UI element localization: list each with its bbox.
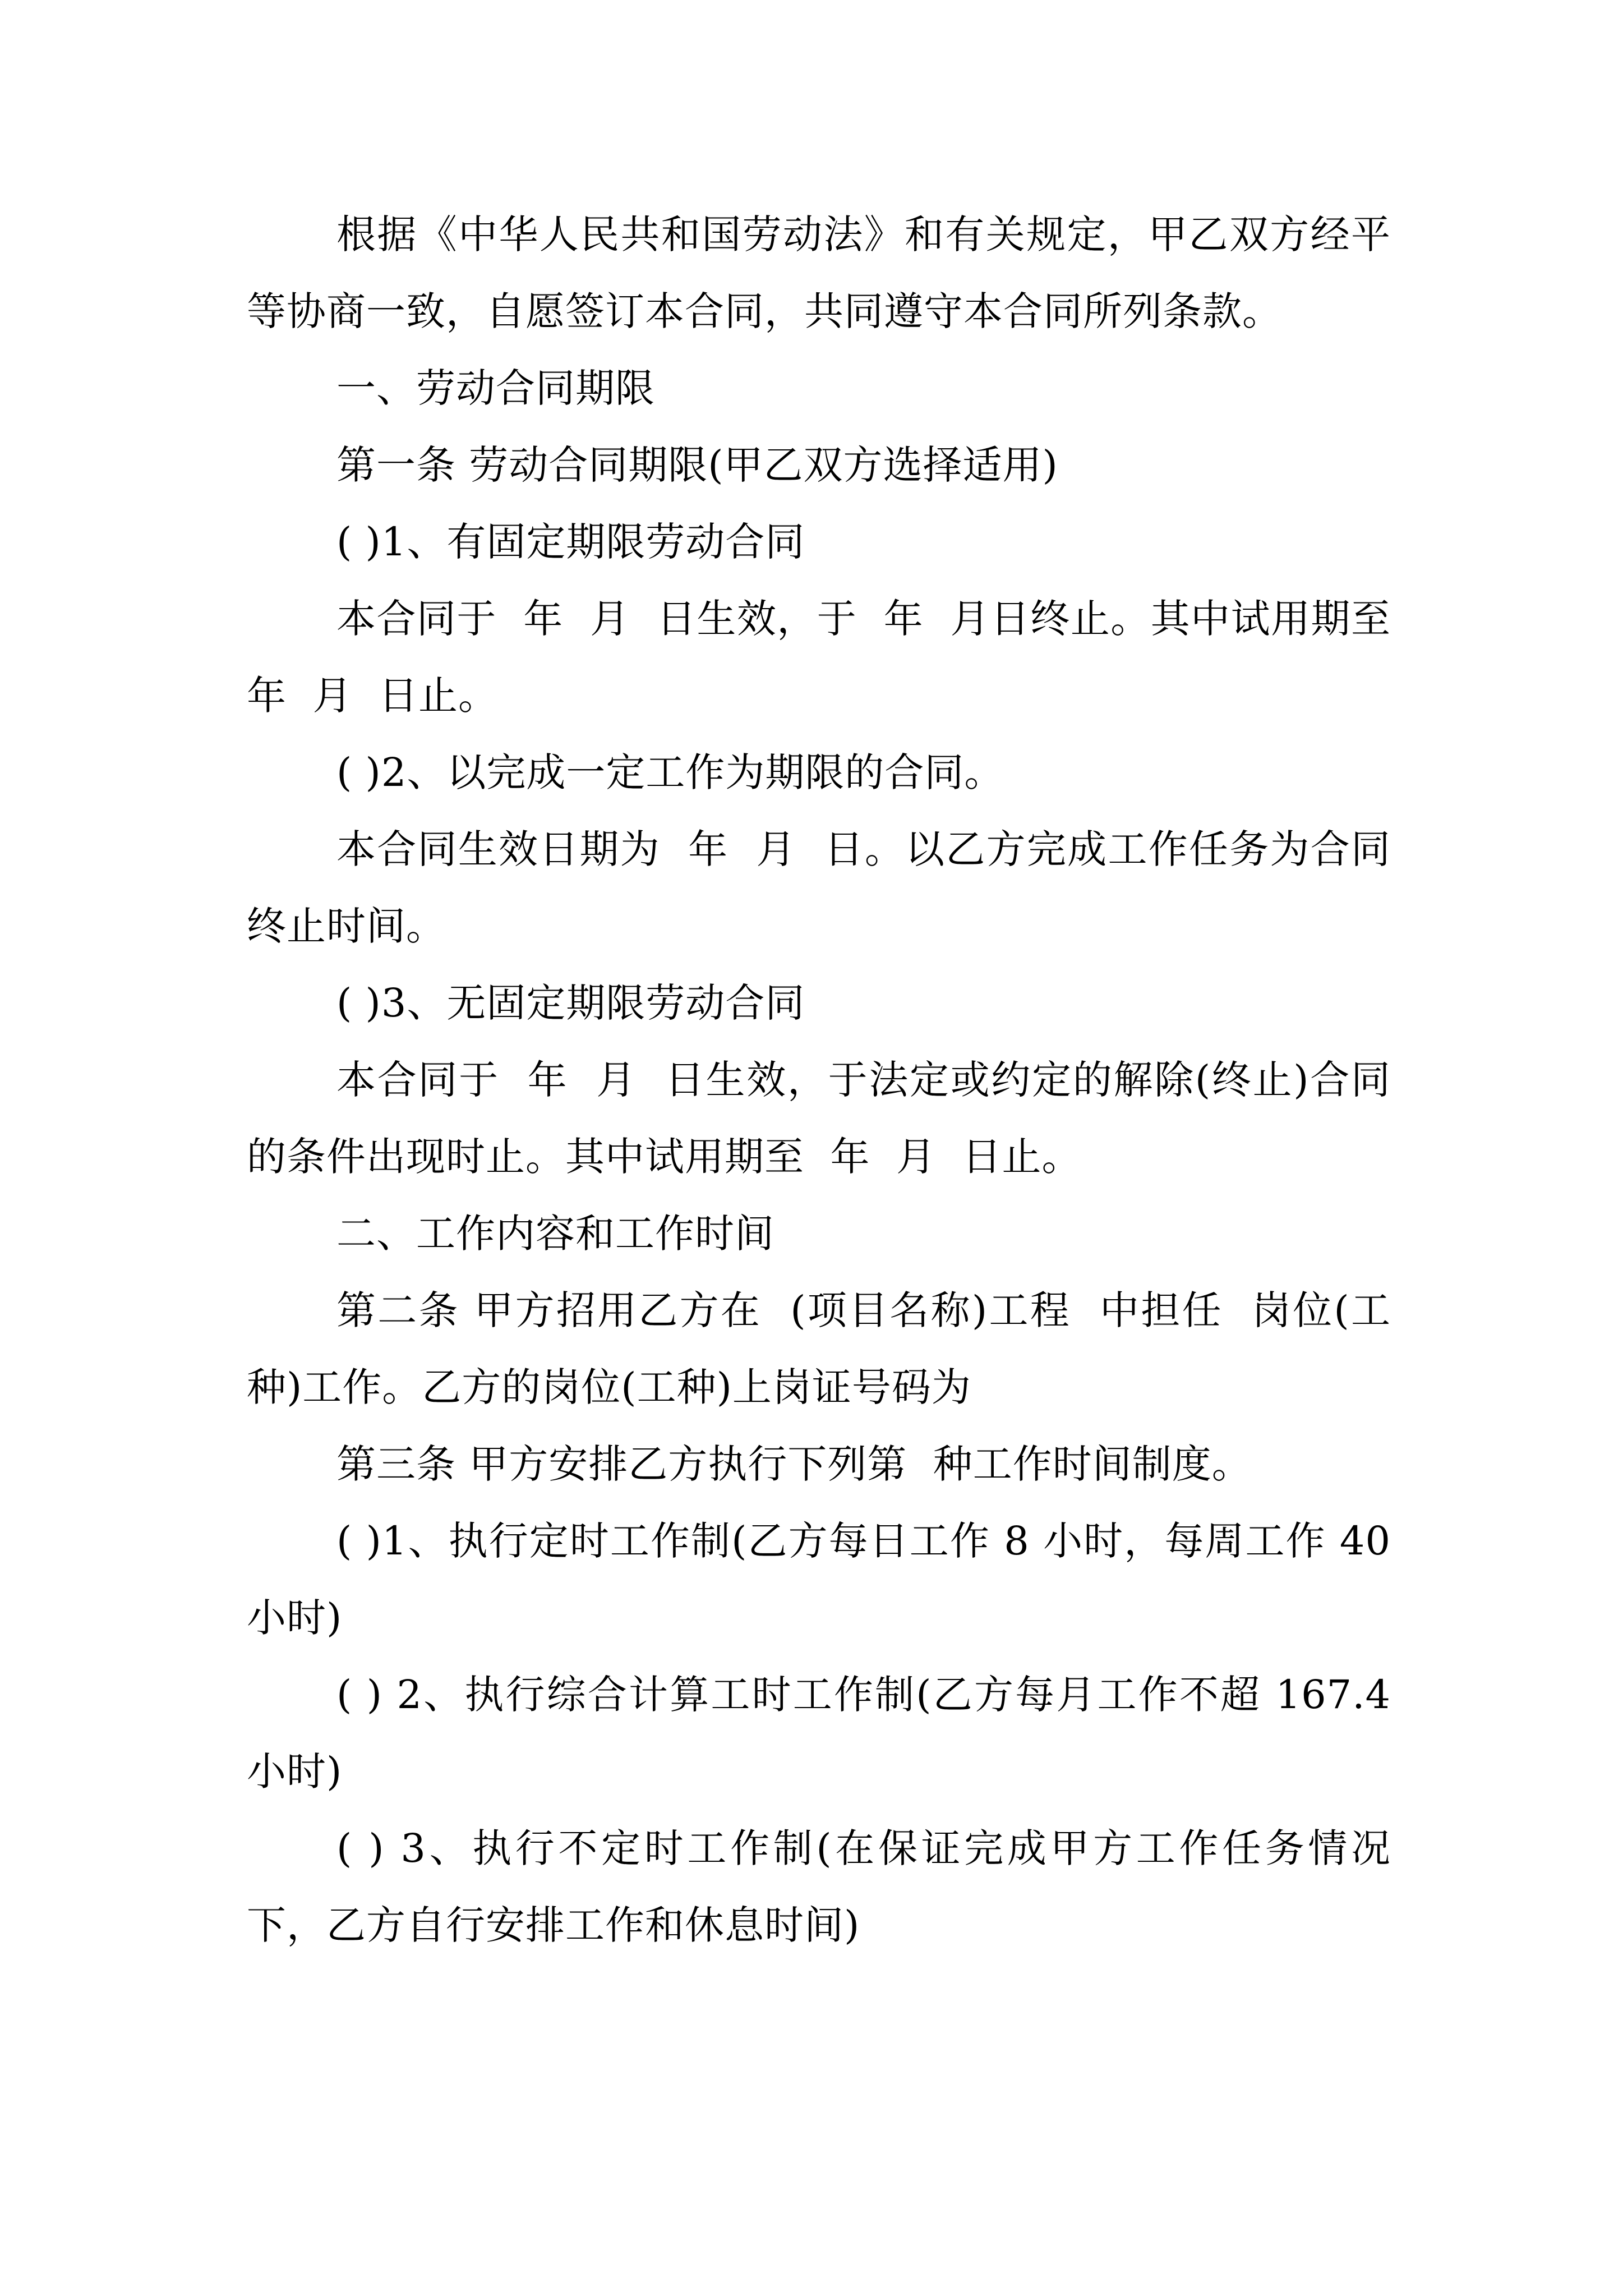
option-task-based-term: ( )2、以完成一定工作为期限的合同。	[336, 749, 1004, 795]
contract-body	[247, 196, 1417, 1964]
section-heading-contract-term: 一、劳动合同期限	[336, 365, 655, 411]
open-ended-dates-paragraph: 本合同于 年 月 日生效，于法定或约定的解除(终止)合同的条件出现时止。其中试用期至 年 月 日止。	[247, 1057, 1391, 1180]
section-heading-work-content-hours: 二、工作内容和工作时间	[336, 1211, 774, 1257]
option-standard-hours: ( )1、执行定时工作制(乙方每日工作 8 小时，每周工作 40 小时)	[247, 1518, 1404, 1641]
preamble-paragraph: 根据《中华人民共和国劳动法》和有关规定，甲乙双方经平等协商一致，自愿签订本合同，共同遵守本合同所列条款。	[247, 211, 1391, 334]
article-2-paragraph: 第二条 甲方招用乙方在 (项目名称)工程 中担任 岗位(工种)工作。乙方的岗位(工种)上岗证号码为	[247, 1287, 1391, 1410]
option-comprehensive-hours: ( ) 2、执行综合计算工时工作制(乙方每月工作不超 167.4 小时)	[247, 1672, 1404, 1795]
option-fixed-term: ( )1、有固定期限劳动合同	[336, 519, 805, 565]
option-flexible-hours: ( ) 3、执行不定时工作制(在保证完成甲方工作任务情况下，乙方自行安排工作和休息时间)	[247, 1825, 1391, 1948]
article-1-heading: 第一条 劳动合同期限(甲乙双方选择适用)	[336, 442, 1058, 488]
fixed-term-dates-paragraph: 本合同于 年 月 日生效，于 年 月日终止。其中试用期至 年 月 日止。	[247, 596, 1417, 719]
option-open-ended-term: ( )3、无固定期限劳动合同	[336, 980, 805, 1026]
task-based-dates-paragraph: 本合同生效日期为 年 月 日。以乙方完成工作任务为合同终止时间。	[247, 826, 1391, 949]
article-3-paragraph: 第三条 甲方安排乙方执行下列第 种工作时间制度。	[336, 1441, 1252, 1487]
